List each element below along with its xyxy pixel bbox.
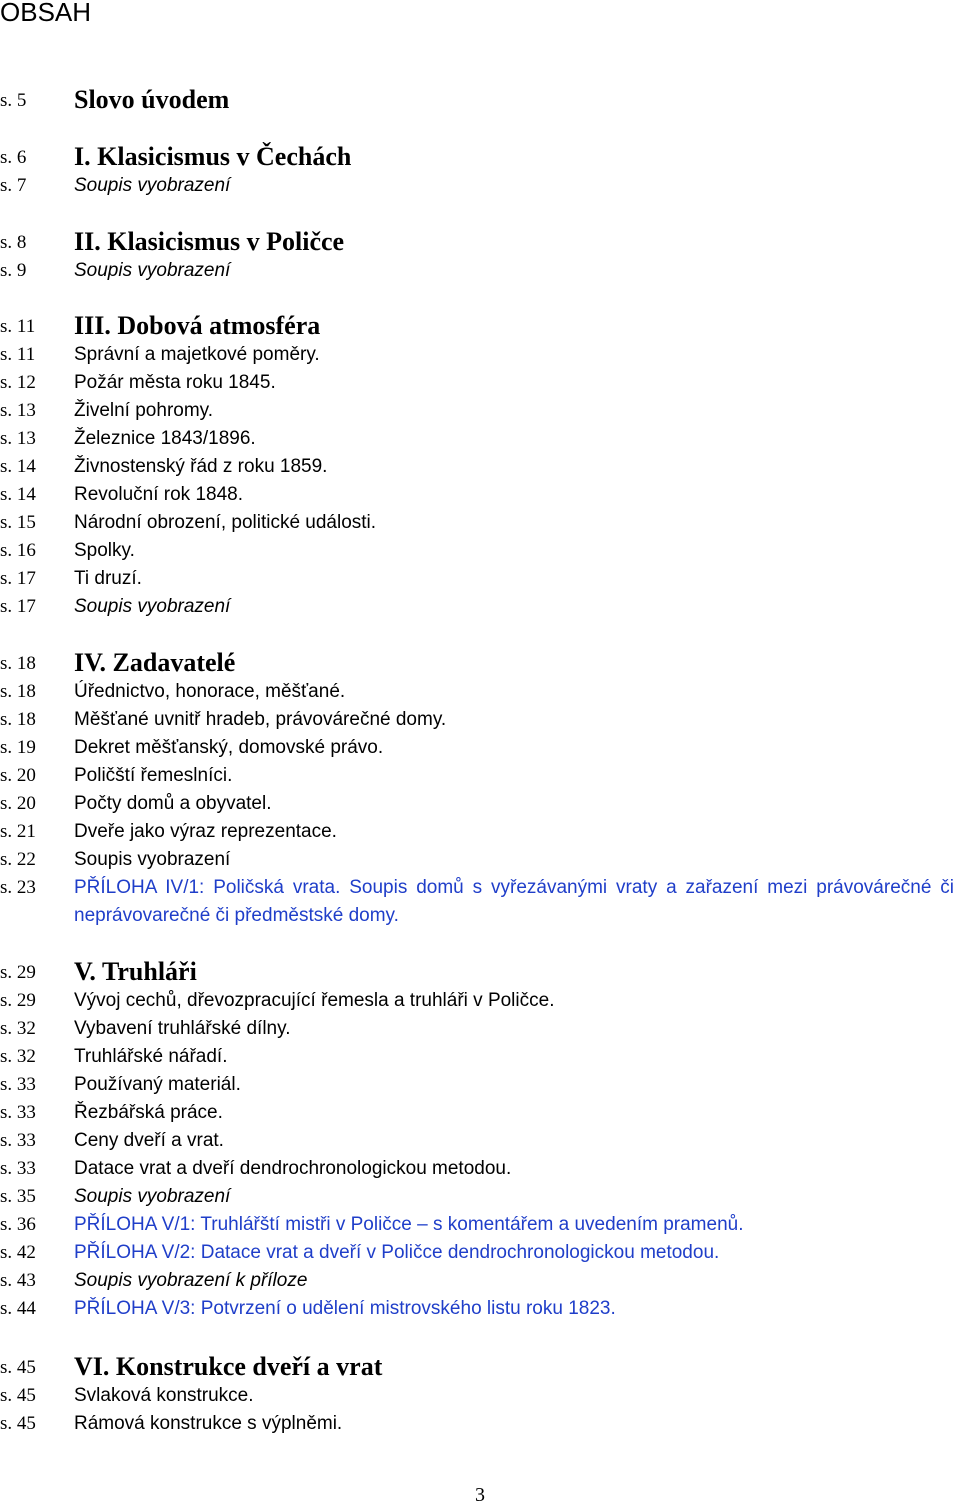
- toc-text: Měšťané uvnitř hradeb, právovárečné domy.: [74, 709, 447, 730]
- toc-heading: I. Klasicismus v Čechách: [74, 142, 352, 171]
- toc-page: s. 17: [0, 568, 36, 589]
- toc-text: Truhlářské nářadí.: [74, 1046, 228, 1067]
- toc-text: Revoluční rok 1848.: [74, 484, 243, 505]
- toc-heading: III. Dobová atmosféra: [74, 311, 321, 340]
- toc-page: s. 22: [0, 849, 36, 870]
- toc-text: Národní obrození, politické události.: [74, 512, 377, 533]
- toc-page: s. 29: [0, 962, 36, 983]
- toc-page: s. 45: [0, 1385, 36, 1406]
- toc-page: s. 43: [0, 1270, 36, 1291]
- toc-page: s. 18: [0, 709, 36, 730]
- toc-page: s. 20: [0, 793, 36, 814]
- toc-text: Správní a majetkové poměry.: [74, 344, 320, 365]
- toc-text: Dekret měšťanský, domovské právo.: [74, 737, 384, 758]
- toc-page: s. 17: [0, 596, 36, 617]
- toc-heading: V. Truhláři: [74, 957, 197, 986]
- toc-page: s. 14: [0, 456, 36, 477]
- toc-heading: II. Klasicismus v Poličce: [74, 227, 345, 256]
- toc-heading: VI. Konstrukce dveří a vrat: [74, 1352, 383, 1381]
- toc-heading: IV. Zadavatelé: [74, 648, 236, 677]
- toc-text: Soupis vyobrazení: [74, 596, 231, 617]
- toc-text: Železnice 1843/1896.: [74, 428, 256, 449]
- toc-page: s. 6: [0, 147, 27, 168]
- toc-page: s. 32: [0, 1018, 36, 1039]
- toc-page: s. 5: [0, 90, 27, 111]
- toc-page: s. 21: [0, 821, 36, 842]
- toc-text: Řezbářská práce.: [74, 1102, 223, 1123]
- toc-appendix-text: PŘÍLOHA IV/1: Poličská vrata. Soupis domů s vyřezávanými vraty a zařazení mezi právovárečné či neprávovarečné či předměstské domy.: [74, 877, 954, 926]
- page-title: OBSAH: [0, 0, 92, 27]
- toc-page: s. 33: [0, 1102, 36, 1123]
- toc-page: s. 11: [0, 344, 36, 365]
- toc-page: s. 12: [0, 372, 36, 393]
- toc-page: s. 35: [0, 1186, 36, 1207]
- toc-page: s. 36: [0, 1214, 36, 1235]
- toc-page: s. 44: [0, 1298, 36, 1319]
- toc-text: Živelní pohromy.: [74, 400, 214, 421]
- toc-page: s. 8: [0, 232, 27, 253]
- toc-page: s. 33: [0, 1158, 36, 1179]
- toc-text: Soupis vyobrazení k příloze: [74, 1270, 308, 1291]
- toc-page: s. 14: [0, 484, 36, 505]
- toc-text: Svlaková konstrukce.: [74, 1385, 254, 1406]
- toc-text: Dveře jako výraz reprezentace.: [74, 821, 337, 842]
- toc-page: s. 13: [0, 428, 36, 449]
- toc-text: Počty domů a obyvatel.: [74, 793, 272, 814]
- toc-page: s. 33: [0, 1130, 36, 1151]
- toc-page: s. 20: [0, 765, 36, 786]
- toc-text: Spolky.: [74, 540, 135, 561]
- toc-text: Úřednictvo, honorace, měšťané.: [74, 681, 346, 702]
- toc-text: Datace vrat a dveří dendrochronologickou metodou.: [74, 1158, 512, 1179]
- toc-page: s. 9: [0, 260, 27, 281]
- toc-page: s. 45: [0, 1357, 36, 1378]
- toc-text: Soupis vyobrazení: [74, 260, 231, 281]
- toc-page: s. 42: [0, 1242, 36, 1263]
- toc-heading: Slovo úvodem: [74, 85, 230, 114]
- toc-page: s. 18: [0, 653, 36, 674]
- toc-text: Používaný materiál.: [74, 1074, 241, 1095]
- toc-text: Soupis vyobrazení: [74, 1186, 231, 1207]
- toc-text: Požár města roku 1845.: [74, 372, 276, 393]
- toc-text: Vybavení truhlářské dílny.: [74, 1018, 291, 1039]
- page-number: 3: [475, 1484, 485, 1506]
- toc-page: s. 11: [0, 316, 36, 337]
- toc-page: s. 32: [0, 1046, 36, 1067]
- toc-text: Rámová konstrukce s výplněmi.: [74, 1413, 343, 1434]
- toc-page: s. 16: [0, 540, 36, 561]
- toc-page: s. 15: [0, 512, 36, 533]
- toc-page: s. 19: [0, 737, 36, 758]
- toc-text: Ceny dveří a vrat.: [74, 1130, 224, 1151]
- toc-text: Poličští řemeslníci.: [74, 765, 233, 786]
- toc-text: Vývoj cechů, dřevozpracující řemesla a truhláři v Poličce.: [74, 990, 555, 1011]
- toc-page: s. 7: [0, 175, 27, 196]
- toc-page: s. 33: [0, 1074, 36, 1095]
- toc-text: Ti druzí.: [74, 568, 142, 589]
- toc-page: s. 13: [0, 400, 36, 421]
- toc-appendix-text: PŘÍLOHA V/2: Datace vrat a dveří v Poličce dendrochronologickou metodou.: [74, 1242, 720, 1263]
- toc-text: Soupis vyobrazení: [74, 175, 231, 196]
- toc-text: Soupis vyobrazení: [74, 849, 231, 870]
- toc-text: Živnostenský řád z roku 1859.: [74, 456, 328, 477]
- toc-page: s. 29: [0, 990, 36, 1011]
- toc-page: s. 18: [0, 681, 36, 702]
- toc-page: s. 45: [0, 1413, 36, 1434]
- toc-page: s. 23: [0, 877, 36, 898]
- toc-appendix-text: PŘÍLOHA V/3: Potvrzení o udělení mistrovského listu roku 1823.: [74, 1298, 616, 1319]
- toc-appendix-text: PŘÍLOHA V/1: Truhlářští mistři v Poličce – s komentářem a uvedením pramenů.: [74, 1214, 744, 1235]
